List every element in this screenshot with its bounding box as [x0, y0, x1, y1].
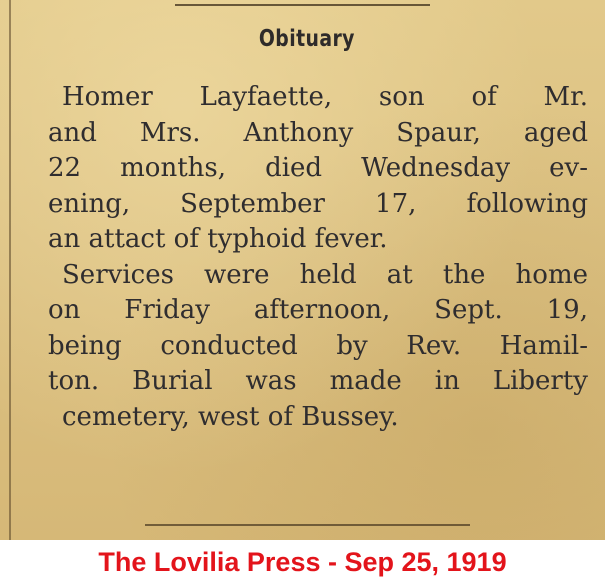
text-line: on Friday afternoon, Sept. 19, [48, 295, 588, 325]
text-line: Homer Layfaette, son of Mr. [62, 82, 588, 112]
paragraph-1 [48, 80, 588, 258]
text-line: 22 months, died Wednesday ev- [48, 153, 588, 183]
source-caption: The Lovilia Press - Sep 25, 1919 [0, 540, 605, 586]
obituary-body [48, 80, 588, 435]
text-line: being conducted by Rev. Hamil- [48, 330, 588, 361]
paragraph-2 [48, 258, 588, 436]
text-line: Services were held at the home [62, 259, 588, 290]
text-line: ton. Burial was made in Liberty [48, 366, 588, 396]
obituary-headline: Obituary [258, 26, 355, 52]
bottom-divider [145, 524, 470, 526]
top-divider [175, 4, 430, 6]
text-line: cemetery, west of Bussey. [62, 401, 399, 432]
text-line: ening, September 17, following [48, 188, 588, 219]
text-line: and Mrs. Anthony Spaur, aged [48, 117, 588, 148]
text-line: an attact of typhoid fever. [48, 224, 388, 254]
column-rule [9, 0, 11, 540]
